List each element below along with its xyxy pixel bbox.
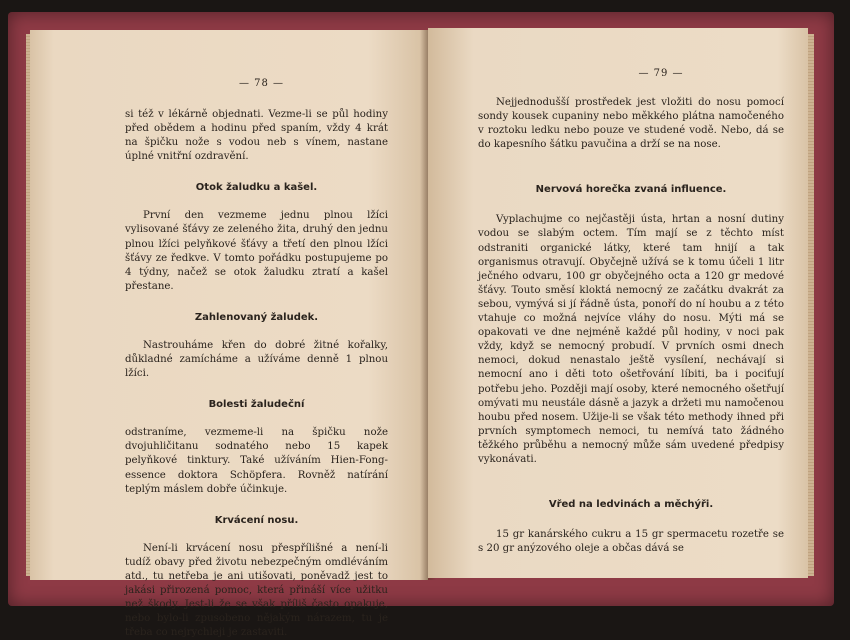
section-heading: Zahlenovaný žaludek.: [194, 311, 319, 323]
page-number: — 79 —: [638, 68, 684, 79]
text-block: [478, 213, 784, 467]
section-heading: Nervová horečka zvaná influence.: [535, 184, 727, 196]
paragraph: si též v lékárně objednati. Vezme-li se půl hodiny před obědem a hodinu před spaním, vždy 4 krát na špičku nože s vodou neb s vínem, nastane úplné vnitřní ozdravění.: [125, 109, 388, 163]
paragraph: První den vezmeme jednu plnou lžíci vylisované šťávy ze zeleného žita, druhý den jednu plnou lžíci pelyňkové šťávy a třetí den plnou lžíci šťávy ze ředkve. V tomto pořádku postupujeme po 4 týdny, načež se otok žaludku ztratí a kašel přestane.: [125, 210, 388, 292]
text-block: [125, 426, 388, 496]
text-block: [125, 108, 388, 164]
section-heading: Bolesti žaludeční: [208, 399, 305, 411]
right-page: [428, 28, 808, 578]
section-heading: Otok žaludku a kašel.: [195, 182, 318, 194]
left-page: [30, 30, 428, 639]
text-block: [125, 339, 388, 381]
paragraph: Nastrouháme křen do dobré žitné kořalky, důkladné zamícháme a užíváme denně 1 plnou lžíci.: [125, 339, 388, 380]
section-heading: Krvácení nosu.: [214, 514, 299, 526]
paragraph: Není-li krvácení nosu přespřílišné a není-li tudíž obavy před životu nebezpečným omdléváním atd., tu netřeba je ani utišovati, poněvadž jest to jakási přirozená pomoc, která přináší více užitku než škody. Jest-li že se však příliš často opakuje, nebo bylo-li zpusobeno nějakým nárazem, tu je třeba co nejrychleji je zastaviti.: [125, 542, 388, 639]
paragraph: odstraníme, vezmeme-li na špičku nože dvojuhličitanu sodnatého nebo 15 kapek pelyňkové tinktury. Také užíváním Hien-Fong-essence doktora Schöpfera. Rovněž natírání teplým máslem dobře účinkuje.: [125, 427, 388, 495]
paragraph: 15 gr kanárského cukru a 15 gr spermacetu rozetře se s 20 gr anýzového oleje a občas dává se: [478, 529, 784, 555]
text-block: [125, 542, 388, 640]
text-block: [478, 528, 784, 556]
paragraph: Nejjednodušší prostředek jest vložiti do nosu pomocí sondy kousek cupaniny nebo měkkého plátna namočeného v roztoku ledku nebo pouze ve studené vodě. Nebo, dá se do kapesního šátku pavučina a drží se na nose.: [478, 97, 784, 151]
section-heading: Vřed na ledvinách a měchýři.: [548, 499, 714, 511]
page-number: — 78 —: [238, 78, 285, 89]
paragraph: Vyplachujme co nejčastěji ústa, hrtan a nosní dutiny vodou se slabým octem. Tím mají se z těchto míst odstraniti organické látky, které tam hnijí a tak organismus otravují. Obyčejně užívá se k tomu účeli 1 litr ječného odvaru, 100 gr obyčejného octa a 120 gr medové šťávy. Touto směsí kloktá nemocný ze začátku dvakrát za sebou, vymývá si jí řádně ústa, ponoří do ní houbu a z této vtahuje co možná nejvíce vláhy do nosu. Mýti má se opakovati ve dne nejméně každé půl hodiny, v noci pak vždy, když se nemocný probudí. V prvních osmi dnech nemoci, dokud nenastalo ještě vysílení, nechávají si nemocní ano i děti toto ošetřování líbiti, ba i pociťují potřebu jeho. Později mají osoby, které nemocného ošetřují omývati mu neustále dásně a jazyk a držeti mu namočenou houbu před nosem. Užije-li se však této methody ihned při prvních symptomech nemoci, tu nemívá tato žádného těžkého průběhu a nemocný může sám uvedené předpisy vykonávati.: [478, 214, 784, 465]
text-block: [478, 96, 784, 152]
text-block: [125, 209, 388, 294]
